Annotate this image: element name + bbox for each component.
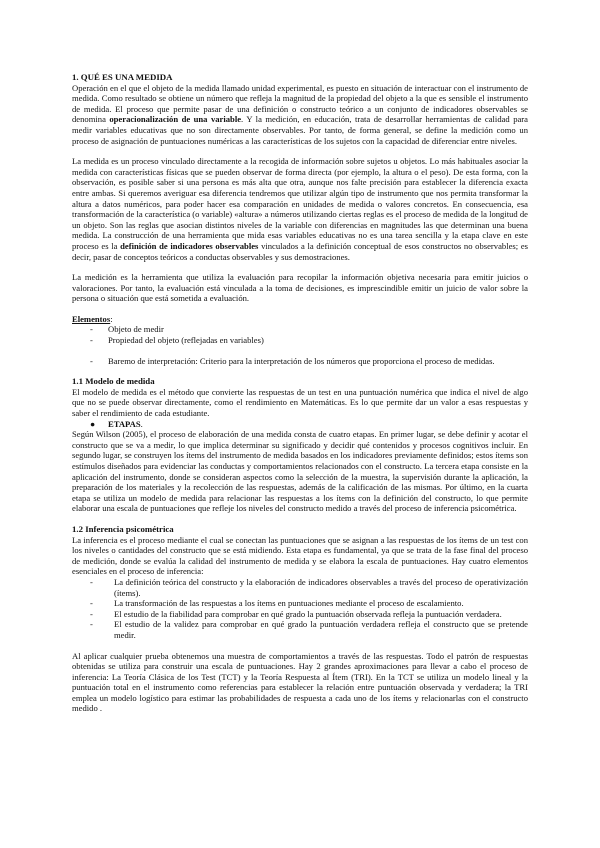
bold-term: operacionalización de una variable: [109, 114, 242, 125]
list-item: - Baremo de interpretación: Criterio para la interpretación de los números que proporciona el proceso de medidas.: [90, 356, 528, 367]
paragraph-evaluation: La medición es la herramienta que utiliza la evaluación para recopilar la información objetiva necesaria para emitir juicios o valoraciones. Por tanto, la evaluación está vinculada a la toma de decisiones, es imprescindible emitir un juicio de valor sobre la persona o situación que está sometida a evaluación.: [72, 272, 528, 304]
elements-label-text: Elementos: [72, 313, 111, 324]
paragraph-definition: [72, 83, 528, 147]
subsection-heading-1-2: 1.2 Inferencia psicométrica: [72, 523, 174, 534]
bullet-text: ETAPAS: [108, 418, 141, 429]
document-page: [72, 72, 528, 714]
stages-list: [72, 419, 528, 430]
list-item: - Objeto de medir: [90, 324, 528, 335]
list-item: - El estudio de la fiabilidad para comprobar en qué grado la puntuación observada refleja la puntuación verdadera.: [90, 609, 528, 620]
inference-elements-list: [72, 577, 528, 641]
paragraph-text: La medida es un proceso vinculado directamente a la recogida de información sobre sujetos u objetos. Lo más habituales asociar la medida con características físicas que se pueden observar de forma directa (por ejemplo, la altura o el peso). De esta forma, con la observación, es posible saber si una persona es más alta que otra, aunque nos falte precisión para establecer la diferencia exacta entre ambas. Si queremos averiguar esa diferencia tendremos que utilizar algún tipo de instrumento que nos permita transformar la altura a datos numéricos, para poder hacer esa comparación en unidades de medida o valores concretos. En consecuencia, esa transformación de la característica (o variable) «altura» a números utilizando ciertas reglas es el proceso de medida de la longitud de un objeto. Son las reglas que asocian distintos niveles de la variable con diferencias en magnitudes las que determinan una buena medida. La construcción de una herramienta que mida esas variables educativas no es una tarea sencilla y la etapa clave en este proceso es la: [72, 156, 528, 251]
bullet-suffix: .: [140, 418, 143, 429]
list-item: - El estudio de la validez para comprobar en qué grado la puntuación verdadera refleja el constructo que se pretende medir.: [90, 619, 528, 640]
paragraph-approaches: Al aplicar cualquier prueba obtenemos una muestra de comportamientos a través de las respuestas. Todo el patrón de respuestas obtenidas se utiliza para construir una escala de puntuaciones. Hay 2 grandes aproximaciones para llevar a cabo el proceso de inferencia: La Teoría Clásica de los Test (TCT) y la Teoría Respuesta al Ítem (TRI). En la TCT se utiliza un modelo lineal y la puntuación total en el instrumento como referencias para establecer la relación entre puntuación observada y verdadera; la TRI emplea un modelo logístico para estimar las probabilidades de respuesta a cada uno de los ítems y relacionarlas con el constructo medido .: [72, 650, 528, 714]
subsection-heading-1-1: 1.1 Modelo de medida: [72, 376, 155, 387]
paragraph-inference: La inferencia es el proceso mediante el cual se conectan las puntuaciones que se asignan a las respuestas de los ítems de un test con los niveles o cantidades del constructo que se está midiendo. Esta etapa es fundamental, ya que se trata de la fase final del proceso de medición, donde se evalúa la calidad del instrumento de medida y se elabora la escala de puntuaciones. Hay cuatro elementos esenciales en el proceso de inferencia:: [72, 534, 528, 577]
list-item: - La transformación de las respuestas a los ítems en puntuaciones mediante el proceso de escalamiento.: [90, 598, 528, 609]
list-item: - Propiedad del objeto (reflejadas en variables): [90, 335, 528, 346]
list-item: [90, 419, 528, 430]
paragraph-text: vinculados a la definición conceptual de esos constructos no observables; es decir, pasar de conceptos teóricos a conductas observables y sus demostraciones.: [72, 240, 528, 262]
paragraph-text: . Y la medición, en educación, trata de desarrollar herramientas de calidad para medir variables educativas que no son directamente observables. Por tanto, de forma general, se define la medición como un proceso de asignación de puntuaciones numéricas a las características de los sujetos con la capacidad de diferenciar entre niveles.: [72, 114, 528, 146]
elements-label: [72, 314, 528, 325]
bold-term: definición de indicadores observables: [120, 240, 259, 251]
list-item: - La definición teórica del constructo y la elaboración de indicadores observables a través del proceso de operativización (ítems).: [90, 577, 528, 598]
section-heading: 1. QUÉ ES UNA MEDIDA: [72, 72, 173, 82]
paragraph-model: El modelo de medida es el método que convierte las respuestas de un test en una puntuación numérica que indica el nivel de algo que no se puede observar directamente, como el rendimiento en Matemáticas. Es lo que permite dar un valor a esas respuestas y saber el rendimiento de cada estudiante.: [72, 386, 528, 419]
paragraph-measurement: [72, 156, 528, 262]
elements-list: [72, 324, 528, 366]
bullet-icon: ●: [90, 418, 96, 429]
paragraph-text: Operación en el que el objeto de la medida llamado unidad experimental, es puesto en situación de interactuar con el instrumento de medida. Como resultado se obtiene un número que refleja la magnitud de la propiedad del objeto a la que es sensible el instrumento de medida. El proceso que permite pasar de una definición o constructo teórico a un conjunto de indicadores observables se denomina: [72, 82, 528, 125]
elements-label-colon: :: [110, 313, 113, 324]
paragraph-stages: Según Wilson (2005), el proceso de elaboración de una medida consta de cuatro etapas. En primer lugar, se debe definir y acotar el constructo que se va a medir, lo que implica determinar su significado y decidir qué contenidos y procesos cognitivos incluir. En segundo lugar, se construyen los ítems del instrumento de medida basados en los indicadores previamente definidos; estos ítems son estímulos diseñados para evidenciar las conductas y comportamientos relacionados con el constructo. La tercera etapa consiste en la aplicación del instrumento, donde se consideran aspectos como la selección de la muestra, la supervisión durante la aplicación, la preparación de los materiales y la recolección de las respuestas, además de la calificación de las mismas. Por último, en la cuarta etapa se utiliza un modelo de medida para relacionar las respuestas a los ítems con la definición del constructo, lo que permite elaborar una escala de puntuaciones que refleje los niveles del constructo medido a través del proceso de inferencia psicométrica.: [72, 429, 528, 514]
